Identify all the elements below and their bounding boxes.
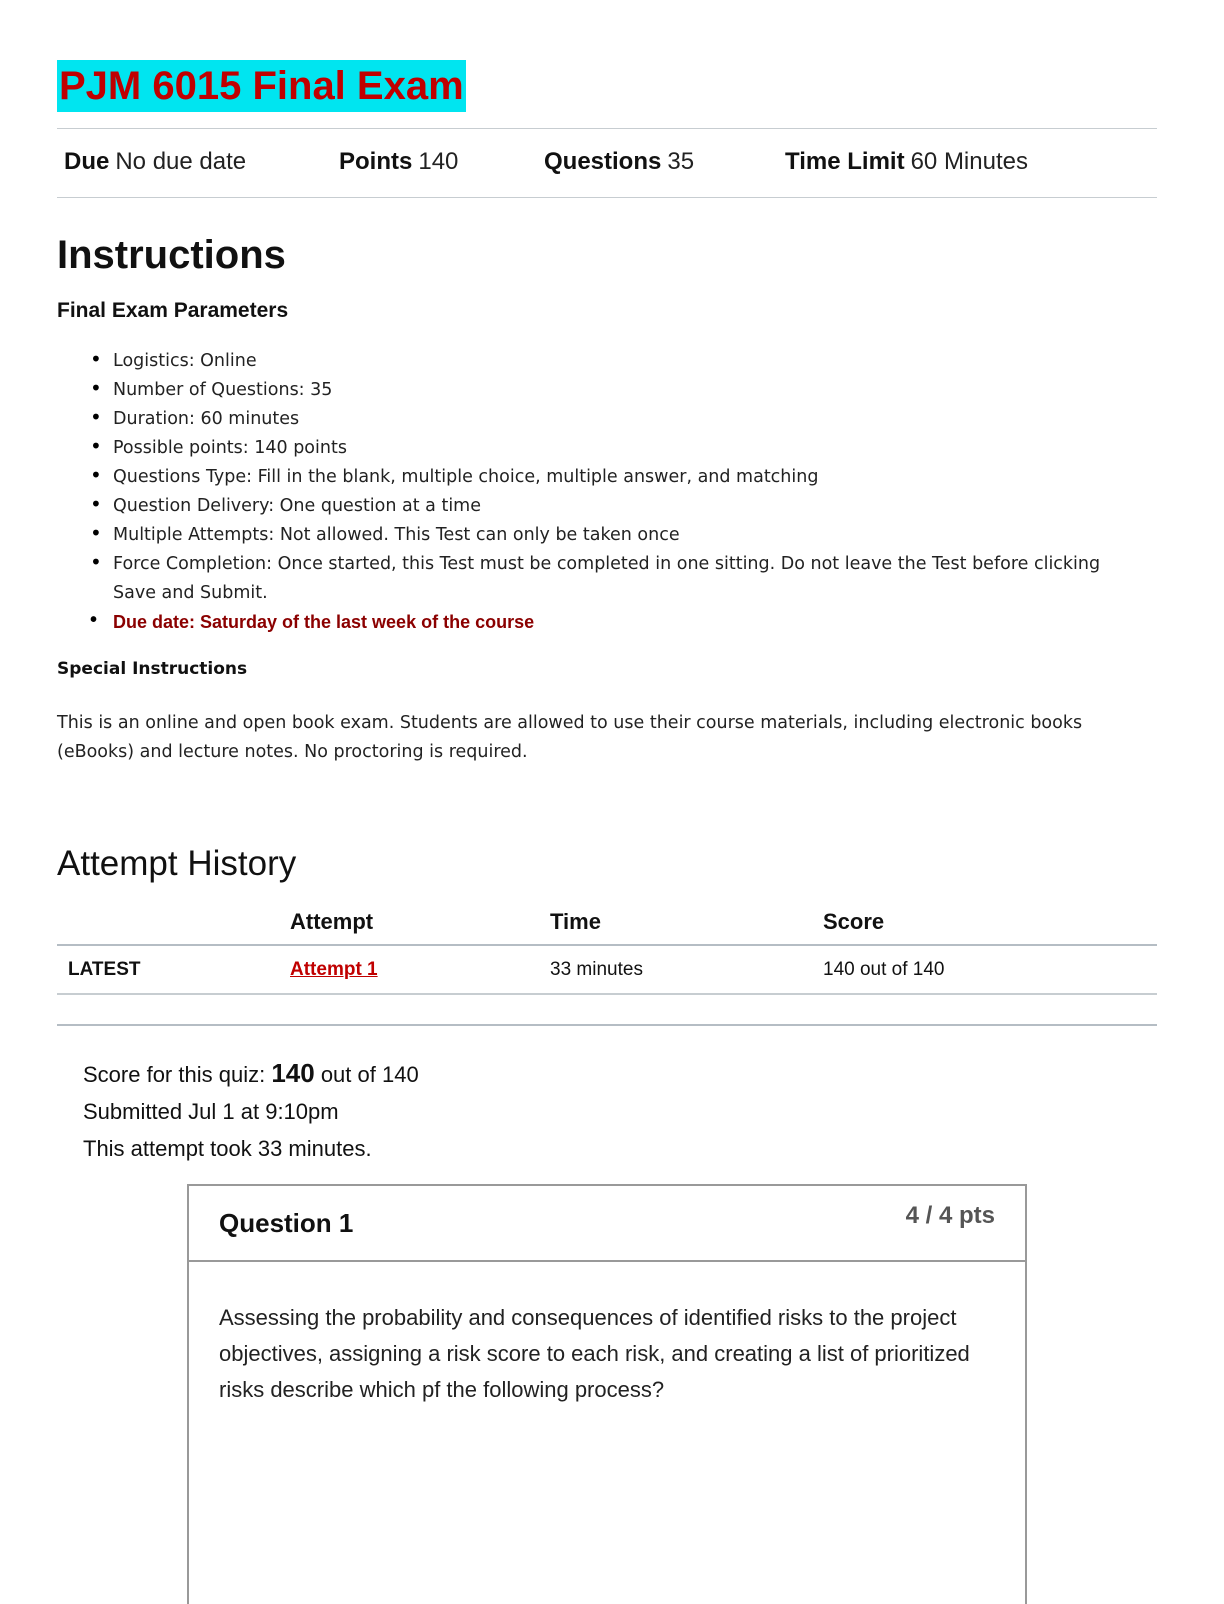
special-instructions-body: This is an online and open book exam. Students are allowed to use their course materials, including electronic books (eBooks) and lecture notes. No proctoring is required. [57, 713, 1083, 762]
meta-time-value: 60 Minutes [910, 148, 1028, 175]
meta-time-label: Time Limit [785, 148, 905, 175]
duration-line: This attempt took 33 minutes. [83, 1136, 372, 1161]
list-item: • Number of Questions: 35 [57, 376, 1147, 405]
score-value: 140 [271, 1058, 315, 1088]
divider [57, 1024, 1157, 1026]
question-header [189, 1186, 1025, 1262]
column-header: Score [823, 900, 1157, 945]
quiz-meta-bar [57, 128, 1157, 198]
page-title: PJM 6015 Final Exam [57, 60, 466, 112]
params-heading: Final Exam Parameters [57, 299, 289, 322]
list-item: • Question Delivery: One question at a time [57, 492, 1147, 521]
attempt-history-heading: Attempt History [57, 844, 297, 883]
time-cell: 33 minutes [550, 945, 823, 994]
meta-questions [544, 147, 694, 177]
attempt-link[interactable]: Attempt 1 [290, 958, 378, 980]
meta-due [64, 147, 246, 177]
params-list [57, 347, 1147, 637]
instructions-heading: Instructions [57, 233, 286, 277]
submitted-line: Submitted Jul 1 at 9:10pm [83, 1099, 339, 1124]
meta-points-label: Points [339, 148, 413, 175]
attempt-history-table [57, 900, 1157, 995]
list-item: • Possible points: 140 points [57, 434, 1147, 463]
list-item: • Duration: 60 minutes [57, 405, 1147, 434]
column-header: Attempt [290, 900, 550, 945]
meta-points [339, 147, 458, 177]
quiz-summary [83, 1055, 419, 1167]
question-text: Assessing the probability and consequences of identified risks to the project objectives, assigning a risk score to each risk, and creating a list of prioritized risks describe which pf the following process? [219, 1305, 970, 1402]
meta-questions-label: Questions [544, 148, 662, 175]
score-suffix: out of 140 [314, 1062, 419, 1087]
due-date-item: • Due date: Saturday of the last week of the course [57, 608, 1147, 637]
latest-label: LATEST [57, 945, 290, 994]
list-item: • Force Completion: Once started, this Test must be completed in one sitting. Do not leave the Test before clicking Save and Submit. [57, 550, 1147, 608]
special-instructions-heading: Special Instructions [57, 659, 248, 679]
list-item: • Logistics: Online [57, 347, 1147, 376]
question-title: Question 1 [219, 1208, 354, 1238]
meta-points-value: 140 [418, 148, 459, 175]
question-points: 4 / 4 pts [905, 1202, 995, 1229]
table-header-row [57, 900, 1157, 945]
score-line [83, 1055, 419, 1093]
meta-due-value: No due date [115, 148, 247, 175]
list-item: • Questions Type: Fill in the blank, multiple choice, multiple answer, and matching [57, 463, 1147, 492]
table-row [57, 945, 1157, 994]
title-wrap [57, 60, 466, 112]
column-header [57, 900, 290, 945]
column-header: Time [550, 900, 823, 945]
attempt-cell [290, 945, 550, 994]
meta-due-label: Due [64, 148, 110, 175]
meta-time-limit [785, 147, 1028, 177]
score-prefix: Score for this quiz: [83, 1062, 272, 1087]
meta-questions-value: 35 [667, 148, 695, 175]
score-cell: 140 out of 140 [823, 945, 1157, 994]
question-card [187, 1184, 1027, 1604]
list-item: • Multiple Attempts: Not allowed. This Test can only be taken once [57, 521, 1147, 550]
